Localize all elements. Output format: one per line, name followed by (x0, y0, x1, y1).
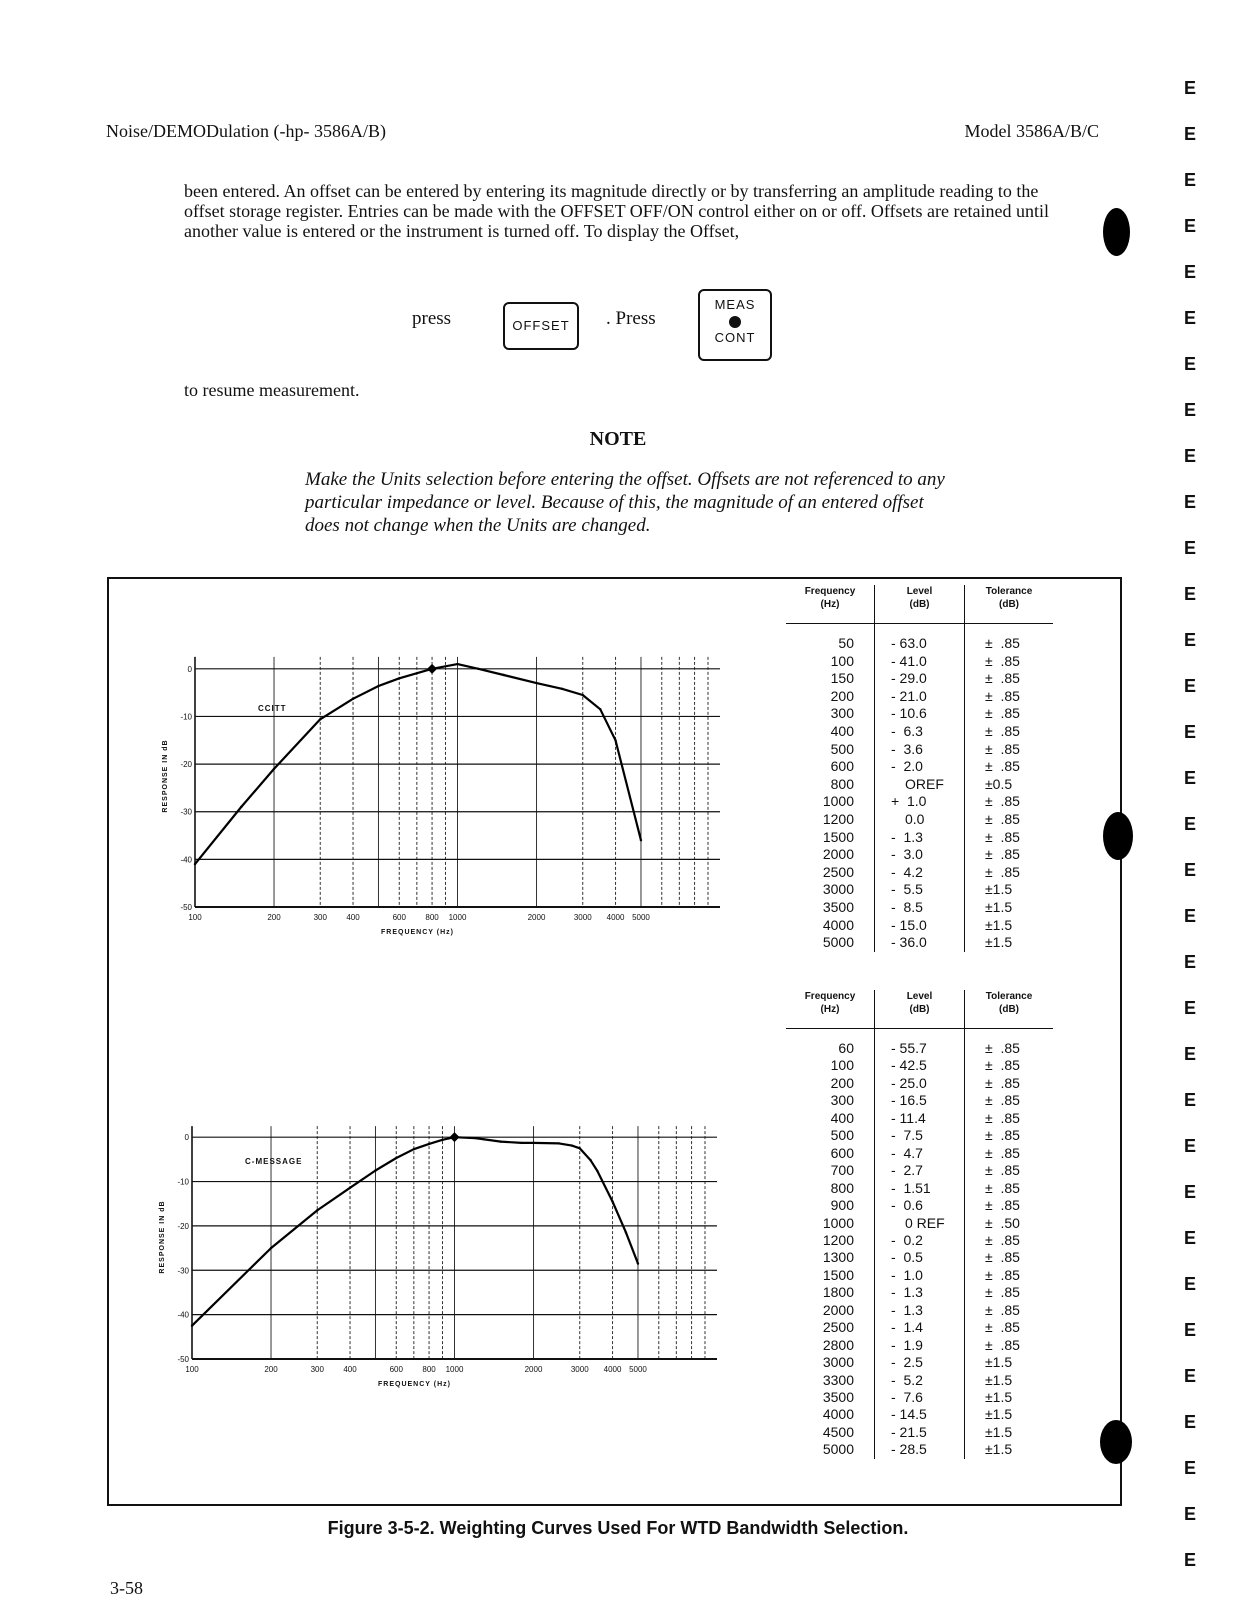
table-cell-freq: 600 (830, 1144, 854, 1161)
table-header-freq (786, 585, 874, 611)
y-tick-label: 0 (187, 664, 192, 674)
table-cell-tol: ± .85 (985, 1231, 1020, 1248)
ccitt-weighting-table (786, 585, 1056, 955)
table-cell-freq: 1000 (822, 793, 854, 810)
data-point (614, 739, 616, 741)
table-header-line: (dB) (909, 599, 930, 610)
table-header-line: (Hz) (820, 599, 840, 610)
x-axis-label: FREQUENCY (Hz) (381, 929, 454, 936)
reference-marker (427, 664, 437, 674)
curve-label: CCITT (258, 704, 287, 713)
table-cell-freq: 150 (830, 670, 854, 687)
table-cell-freq: 500 (830, 740, 854, 757)
table-cell-tol: ± .85 (985, 1057, 1020, 1074)
table-cell-tol: ± .85 (985, 635, 1020, 651)
y-tick-label: -40 (180, 855, 192, 865)
margin-tab-mark: E (1184, 1136, 1197, 1156)
data-point (640, 839, 642, 841)
table-cell-tol: ±1.5 (985, 881, 1013, 898)
running-header-right: Model 3586A/B/C (964, 121, 1099, 141)
table-cell-level: - 2.5 (891, 1354, 923, 1371)
table-cell-tol: ± .85 (985, 1319, 1020, 1336)
c-message-weighting-chart (140, 1115, 740, 1415)
table-cell-level: - 3.6 (891, 740, 923, 757)
x-tick-label: 400 (346, 913, 360, 922)
data-point (273, 768, 275, 770)
data-point (589, 1159, 591, 1161)
table-cell-tol: ± .50 (985, 1214, 1020, 1231)
table-column-rule (964, 990, 965, 1459)
table-cell-level: - 1.0 (891, 1266, 923, 1283)
margin-tab-mark: E (1184, 998, 1197, 1018)
data-point (596, 1170, 598, 1172)
table-header-freq (786, 990, 874, 1016)
table-cell-tol: ± .85 (985, 793, 1020, 810)
data-point (240, 806, 242, 808)
margin-tab-mark: E (1184, 1182, 1197, 1202)
table-cell-level: - 29.0 (891, 670, 927, 687)
margin-tab-mark: E (1184, 308, 1197, 328)
table-cell-level: - 6.3 (891, 723, 923, 739)
table-cell-level: - 1.3 (891, 1301, 923, 1318)
table-cell-tol: ± .85 (985, 1249, 1020, 1266)
reference-marker (450, 1132, 460, 1142)
table-cell-freq: 200 (830, 687, 854, 704)
table-cell-freq: 1500 (822, 828, 854, 845)
table-cell-freq: 400 (830, 723, 854, 739)
x-tick-label: 400 (343, 1365, 357, 1374)
y-tick-label: -10 (177, 1177, 189, 1187)
margin-tab-mark: E (1184, 952, 1197, 972)
x-tick-label: 600 (392, 913, 406, 922)
y-tick-label: -10 (180, 712, 192, 722)
table-header-line: (dB) (999, 1004, 1019, 1015)
table-cell-level: - 14.5 (891, 1406, 927, 1423)
data-point (477, 668, 479, 670)
table-header-tol (965, 585, 1053, 611)
margin-tab-mark: E (1184, 1412, 1197, 1432)
x-tick-label: 200 (264, 1365, 278, 1374)
y-axis-label: RESPONSE IN dB (159, 1200, 166, 1274)
table-cell-freq: 4500 (822, 1423, 854, 1440)
table-cell-level: - 4.7 (891, 1144, 923, 1161)
table-header-level (875, 990, 964, 1016)
data-point (377, 685, 379, 687)
data-point (191, 1325, 193, 1327)
data-point (611, 1200, 613, 1202)
meas-key-label: MEAS (714, 297, 756, 312)
curve-label: C-MESSAGE (245, 1157, 303, 1166)
table-cell-level: - 1.51 (891, 1179, 931, 1196)
table-cell-freq: 600 (830, 758, 854, 775)
table-cell-freq: 900 (830, 1197, 854, 1214)
table-cell-freq: 50 (838, 635, 854, 651)
margin-tab-mark: E (1184, 1090, 1197, 1110)
table-cell-tol: ± .85 (985, 687, 1020, 704)
table-cell-freq: 3000 (822, 1354, 854, 1371)
table-cell-freq: 300 (830, 705, 854, 722)
table-cell-tol: ±1.5 (985, 916, 1013, 933)
table-cell-freq: 1000 (822, 1214, 854, 1231)
table-cell-level: - 55.7 (891, 1040, 927, 1056)
data-point (441, 1139, 443, 1141)
data-point (316, 1209, 318, 1211)
table-cell-tol: ± .85 (985, 811, 1020, 827)
x-tick-label: 300 (313, 913, 327, 922)
margin-tab-mark: E (1184, 1458, 1197, 1478)
table-cell-tol: ± .85 (985, 846, 1020, 863)
table-cell-tol: ± .85 (985, 1074, 1020, 1091)
table-cell-tol: ±1.5 (985, 1389, 1013, 1405)
table-cell-tol: ± .85 (985, 1144, 1020, 1161)
table-cell-tol: ± .85 (985, 758, 1020, 775)
data-point (352, 698, 354, 700)
binder-hole-mark (1103, 812, 1133, 860)
table-cell-tol: ± .85 (985, 1301, 1020, 1318)
binder-hole-mark (1100, 1420, 1132, 1464)
table-cell-level: - 2.0 (891, 758, 923, 775)
table-header-line: Tolerance (985, 991, 1033, 1002)
table-cell-tol: ± .85 (985, 1092, 1020, 1109)
table-cell-freq: 3000 (822, 881, 854, 898)
y-tick-label: -20 (180, 760, 192, 770)
margin-tab-mark: E (1184, 814, 1197, 834)
table-cell-freq: 200 (830, 1074, 854, 1091)
table-header-line: Tolerance (985, 586, 1033, 597)
x-tick-label: 100 (185, 1365, 199, 1374)
table-header-line: Level (906, 991, 933, 1002)
meas-cont-key (698, 289, 772, 361)
c-message-weighting-table (786, 990, 1056, 1460)
table-cell-level: - 2.7 (891, 1162, 923, 1179)
running-header-left: Noise/DEMODulation (-hp- 3586A/B) (106, 121, 386, 141)
table-cell-freq: 4000 (822, 916, 854, 933)
y-tick-label: -20 (177, 1221, 189, 1231)
margin-tab-mark: E (1184, 1504, 1197, 1524)
table-cell-level: - 7.5 (891, 1127, 923, 1144)
table-cell-freq: 1200 (822, 1231, 854, 1248)
table-cell-tol: ±1.5 (985, 1354, 1013, 1371)
table-cell-level: - 5.2 (891, 1371, 923, 1388)
data-point (520, 1142, 522, 1144)
table-cell-tol: ±1.5 (985, 934, 1013, 951)
table-cell-freq: 700 (830, 1162, 854, 1179)
data-point (413, 1148, 415, 1150)
x-tick-label: 1000 (445, 1365, 464, 1374)
margin-tab-mark: E (1184, 400, 1197, 420)
margin-tab-mark: E (1184, 1366, 1197, 1386)
table-cell-tol: ± .85 (985, 723, 1020, 739)
table-header-level (875, 585, 964, 611)
margin-tab-mark: E (1184, 860, 1197, 880)
x-tick-label: 3000 (570, 1365, 589, 1374)
table-column-rule (964, 585, 965, 952)
data-point (349, 1187, 351, 1189)
table-cell-level: - 8.5 (891, 899, 923, 915)
y-tick-label: -50 (180, 903, 192, 912)
ccitt-weighting-chart (140, 645, 740, 955)
margin-tab-mark: E (1184, 768, 1197, 788)
margin-tab-mark: E (1184, 354, 1197, 374)
data-point (428, 1143, 430, 1145)
table-cell-tol: ±1.5 (985, 899, 1013, 915)
x-tick-label: 5000 (629, 1365, 647, 1374)
meas-key-dot-icon (729, 316, 741, 328)
y-tick-label: -40 (177, 1310, 189, 1320)
x-tick-label: 800 (422, 1365, 436, 1374)
table-cell-freq: 100 (830, 1057, 854, 1074)
margin-tab-mark: E (1184, 584, 1197, 604)
margin-tab-mark: E (1184, 492, 1197, 512)
table-cell-level: - 7.6 (891, 1389, 923, 1405)
table-header-line: Frequency (804, 991, 856, 1002)
table-cell-tol: ± .85 (985, 863, 1020, 880)
x-tick-label: 1000 (448, 913, 467, 922)
table-cell-freq: 2500 (822, 863, 854, 880)
table-cell-level: - 3.0 (891, 846, 923, 863)
data-point (456, 663, 458, 665)
table-cell-freq: 3500 (822, 1389, 854, 1405)
x-tick-label: 300 (310, 1365, 324, 1374)
x-tick-label: 4000 (603, 1365, 622, 1374)
table-cell-tol: ± .85 (985, 670, 1020, 687)
table-cell-tol: ± .85 (985, 652, 1020, 669)
table-cell-freq: 1500 (822, 1266, 854, 1283)
margin-tab-mark: E (1184, 1228, 1197, 1248)
margin-tab-mark: E (1184, 1320, 1197, 1340)
data-point (398, 677, 400, 679)
margin-tab-mark: E (1184, 78, 1197, 98)
table-cell-tol: ± .85 (985, 740, 1020, 757)
binder-hole-mark (1103, 208, 1130, 256)
table-header-line: (Hz) (820, 1004, 840, 1015)
table-cell-tol: ±0.5 (985, 775, 1013, 792)
table-cell-level: - 21.5 (891, 1423, 927, 1440)
press-word-2: . Press (606, 308, 656, 329)
x-tick-label: 800 (425, 913, 439, 922)
y-axis-label: RESPONSE IN dB (162, 739, 169, 813)
table-header-tol (965, 990, 1053, 1016)
figure-caption: Figure 3-5-2. Weighting Curves Used For WTD Bandwidth Selection. (327, 1518, 909, 1538)
table-cell-level: - 1.3 (891, 1284, 923, 1301)
x-tick-label: 2000 (527, 913, 546, 922)
margin-tab-mark: E (1184, 630, 1197, 650)
table-cell-tol: ± .85 (985, 828, 1020, 845)
margin-tab-mark: E (1184, 1550, 1197, 1570)
table-cell-level: - 0.2 (891, 1231, 923, 1248)
margin-tab-mark: E (1184, 1044, 1197, 1064)
margin-tab-mark: E (1184, 216, 1197, 236)
table-header-line: (dB) (999, 599, 1019, 610)
table-cell-freq: 100 (830, 652, 854, 669)
data-point (395, 1157, 397, 1159)
table-cell-level: - 5.5 (891, 881, 923, 898)
table-cell-tol: ± .85 (985, 1109, 1020, 1126)
press-word: press (412, 308, 452, 329)
table-cell-freq: 2500 (822, 1319, 854, 1336)
table-cell-freq: 300 (830, 1092, 854, 1109)
table-cell-freq: 3300 (822, 1371, 854, 1388)
x-tick-label: 200 (267, 913, 281, 922)
margin-tab-mark: E (1184, 124, 1197, 144)
margin-tab-mark: E (1184, 906, 1197, 926)
table-cell-tol: ± .85 (985, 1284, 1020, 1301)
resume-text: to resume measurement. (184, 380, 360, 400)
x-tick-label: 5000 (632, 913, 650, 922)
data-point (571, 1144, 573, 1146)
data-point (532, 1142, 534, 1144)
table-column-rule (874, 990, 875, 1459)
data-point (561, 688, 563, 690)
table-cell-tol: ± .85 (985, 705, 1020, 722)
data-point (474, 1137, 476, 1139)
table-column-rule (874, 585, 875, 952)
table-cell-tol: ± .85 (985, 1040, 1020, 1056)
table-cell-level: 0.0 (905, 811, 925, 827)
data-point (582, 694, 584, 696)
data-point (503, 674, 505, 676)
table-cell-tol: ±1.5 (985, 1423, 1013, 1440)
table-cell-level: - 42.5 (891, 1057, 927, 1074)
table-cell-tol: ±1.5 (985, 1406, 1013, 1423)
note-title: NOTE (589, 428, 647, 450)
table-cell-freq: 60 (838, 1040, 854, 1056)
margin-tab-mark: E (1184, 676, 1197, 696)
table-cell-freq: 800 (830, 775, 854, 792)
table-cell-freq: 5000 (822, 1441, 854, 1458)
y-tick-label: -30 (177, 1266, 189, 1276)
table-header-line: (dB) (909, 1004, 930, 1015)
data-point (558, 1142, 560, 1144)
table-cell-level: + 1.0 (891, 793, 927, 810)
table-cell-level: - 63.0 (891, 635, 927, 651)
table-header-line: Frequency (804, 586, 856, 597)
table-cell-level: 0 REF (905, 1214, 945, 1231)
data-point (319, 718, 321, 720)
data-point (374, 1169, 376, 1171)
margin-tab-mark: E (1184, 722, 1197, 742)
data-point (194, 863, 196, 865)
table-cell-level: - 0.5 (891, 1249, 923, 1266)
table-cell-tol: ± .85 (985, 1179, 1020, 1196)
table-header-rule (786, 623, 1053, 624)
table-cell-level: - 28.5 (891, 1441, 927, 1458)
table-cell-level: - 25.0 (891, 1074, 927, 1091)
table-cell-level: OREF (905, 775, 944, 792)
table-cell-level: - 15.0 (891, 916, 927, 933)
table-cell-freq: 800 (830, 1179, 854, 1196)
table-cell-freq: 2000 (822, 1301, 854, 1318)
table-cell-freq: 2000 (822, 846, 854, 863)
data-point (500, 1140, 502, 1142)
table-cell-level: - 11.4 (891, 1109, 926, 1126)
y-tick-label: -30 (180, 807, 192, 817)
table-cell-freq: 3500 (822, 899, 854, 915)
table-cell-freq: 400 (830, 1109, 854, 1126)
table-cell-level: - 10.6 (891, 705, 927, 722)
x-tick-label: 600 (389, 1365, 403, 1374)
table-cell-freq: 1300 (822, 1249, 854, 1266)
table-cell-tol: ± .85 (985, 1127, 1020, 1144)
offset-key: OFFSET (503, 302, 579, 350)
table-cell-level: - 0.6 (891, 1197, 923, 1214)
table-cell-level: - 41.0 (891, 652, 927, 669)
table-cell-level: - 36.0 (891, 934, 927, 951)
table-cell-freq: 1200 (822, 811, 854, 827)
table-cell-tol: ± .85 (985, 1336, 1020, 1353)
margin-tab-mark: E (1184, 538, 1197, 558)
table-cell-level: - 21.0 (891, 687, 927, 704)
x-tick-label: 2000 (524, 1365, 543, 1374)
margin-tab-mark: E (1184, 262, 1197, 282)
margin-tab-mark: E (1184, 1274, 1197, 1294)
x-tick-label: 3000 (573, 913, 592, 922)
table-cell-level: - 1.3 (891, 828, 923, 845)
y-tick-label: 0 (184, 1133, 189, 1143)
table-cell-level: - 1.9 (891, 1336, 923, 1353)
data-point (599, 708, 601, 710)
table-cell-level: - 1.4 (891, 1319, 923, 1336)
table-cell-level: - 4.2 (891, 863, 923, 880)
table-header-line: Level (906, 586, 933, 597)
cont-key-label: CONT (714, 330, 756, 345)
margin-tab-mark: E (1184, 170, 1197, 190)
table-cell-freq: 500 (830, 1127, 854, 1144)
y-tick-label: -50 (177, 1355, 189, 1364)
table-cell-tol: ± .85 (985, 1197, 1020, 1214)
page-number: 3-58 (110, 1578, 143, 1598)
table-cell-freq: 1800 (822, 1284, 854, 1301)
x-tick-label: 4000 (606, 913, 625, 922)
data-point (579, 1147, 581, 1149)
data-point (637, 1262, 639, 1264)
table-cell-tol: ± .85 (985, 1162, 1020, 1179)
data-point (535, 682, 537, 684)
table-cell-freq: 5000 (822, 934, 854, 951)
table-cell-tol: ± .85 (985, 1266, 1020, 1283)
margin-tab-mark: E (1184, 446, 1197, 466)
data-point (270, 1247, 272, 1249)
data-point (483, 1138, 485, 1140)
body-paragraph: been entered. An offset can be entered by entering its magnitude directly or by transferring an amplitude reading to the offset storage register. Entries can be made with the OFFSET OFF/ON control either on or off. Offsets are retained until another value is entered or the instrument is turned off. To display the Offset, (184, 181, 1049, 241)
table-cell-freq: 2800 (822, 1336, 854, 1353)
table-cell-level: - 16.5 (891, 1092, 927, 1109)
x-axis-label: FREQUENCY (Hz) (378, 1381, 451, 1388)
note-text: Make the Units selection before entering the offset. Offsets are not referenced to any particular impedance or level. Because of this, the magnitude of an entered offset does not change when the Units are changed. (305, 469, 945, 536)
table-cell-freq: 4000 (822, 1406, 854, 1423)
data-point (625, 1231, 627, 1233)
table-header-rule (786, 1028, 1053, 1029)
table-cell-tol: ±1.5 (985, 1441, 1013, 1458)
x-tick-label: 100 (188, 913, 202, 922)
table-cell-tol: ±1.5 (985, 1371, 1013, 1388)
